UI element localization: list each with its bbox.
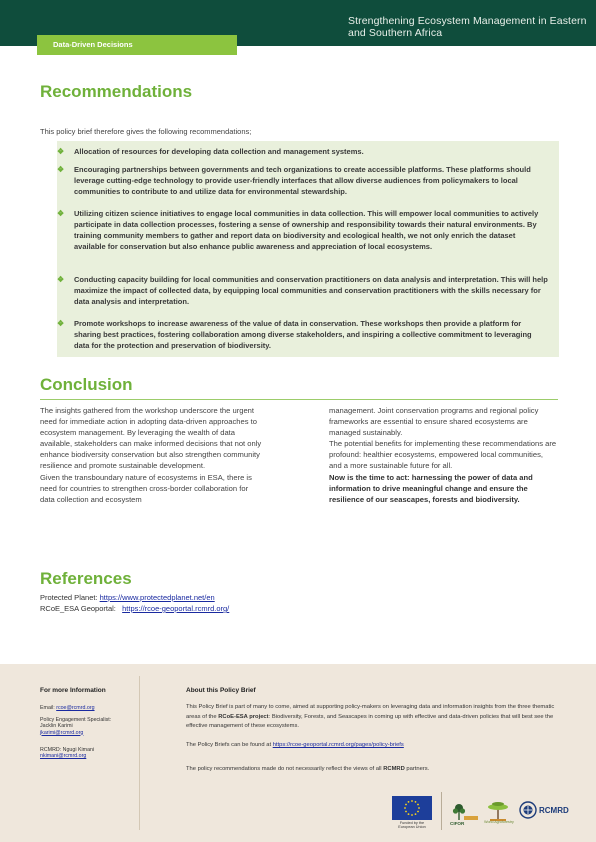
cifor-label: CIFOR	[450, 821, 465, 826]
eu-flag-icon	[392, 796, 432, 820]
conclusion-paragraph: The potential benefits for implementing these recommendations are profound: healthier ecosystems, empowered local communities, and a more sustainable future for all.	[329, 439, 557, 471]
rcmrd-contact-name: RCMRD: Ngugi Kimani	[40, 747, 95, 753]
reference-link[interactable]: https://www.protectedplanet.net/en	[99, 593, 215, 602]
project-name: RCoE-ESA project	[218, 713, 269, 720]
diamond-bullet-icon: ❖	[57, 147, 65, 156]
recommendation-text: Promote workshops to increase awareness of the value of data in conservation. These workshops then provide a platform for sharing best practices, fostering collaboration among diverse stakeholders, and inspiring a collective commitment to leveraging data for the protection and preservation of biodiversity.	[74, 319, 532, 350]
about-paragraph	[186, 703, 562, 732]
conclusion-heading: Conclusion	[40, 375, 133, 394]
policy-briefs-link[interactable]: https://rcoe-geoportal.rcmrd.org/pages/policy-briefs	[272, 742, 404, 748]
references-heading: References	[40, 569, 132, 588]
recommendations-box	[57, 141, 559, 357]
rcmrd-contact	[40, 747, 135, 760]
recommendation-text: Encouraging partnerships between governments and tech organizations to create accessible platforms. These platforms should leverage cutting-edge technology to provide user-friendly interfaces that allow diverse audiences from policymakers to local communities to contribute to and utilize data for environmental stewardship.	[74, 165, 531, 196]
conclusion-paragraph: Given the transboundary nature of ecosystems in ESA, there is need for countries to strengthen cross-border collaboration for data collection and ecosystem	[40, 472, 252, 504]
recommendation-text: Allocation of resources for developing data collection and management systems.	[74, 147, 364, 156]
recommendation-item	[57, 208, 548, 252]
conclusion-paragraph: The insights gathered from the workshop underscore the urgent need for immediate action in adopting data-driven approaches to ecosystem management. By leveraging the wealth of data available, stakeholders can make informed decisions that not only enhance biodiversity conservation but also strengthen community resilience and promote sustainable development.	[40, 406, 262, 471]
recommendation-item	[57, 164, 548, 197]
recommendation-item	[57, 146, 548, 157]
conclusion-paragraph: management. Joint conservation programs and regional policy frameworks are essential to ensure shared ecosystems are managed sustainably.	[329, 406, 539, 438]
about-text: This Policy Brief is part of many to come, aimed at supporting policy-makers on leveraging data and information insights from the three thematic areas of the	[186, 704, 555, 720]
reference-item	[40, 604, 229, 613]
diamond-bullet-icon: ❖	[57, 319, 65, 328]
eu-caption: Funded by the European Union	[398, 821, 426, 830]
recommendation-text: Utilizing citizen science initiatives to engage local communities in data collection. This will empower local communities to actively participate in data collection processes, fostering a sense of ownership and responsibility towards their natural environments. By training community members to gather and report data on biodiversity and ecological health, we not only enrich the dataset available for conservation but also enhance public awareness and appreciation of local ecosystems.	[74, 209, 539, 251]
world-agroforestry-label: World Agroforestry	[484, 820, 514, 824]
email-link[interactable]: rcoe@rcmrd.org	[56, 705, 95, 711]
diamond-bullet-icon: ❖	[57, 209, 65, 218]
recommendation-text: Conducting capacity building for local communities and conservation practitioners on data analysis and interpretation. This will help maximize the impact of collected data, by equipping local communities and conservation practitioners with the skills necessary for data analysis and interpretation.	[74, 275, 548, 306]
about-text: The policy recommendations made do not necessarily reflect the views of all	[186, 766, 384, 772]
reference-label: RCoE_ESA Geoportal:	[40, 604, 118, 613]
conclusion-call-to-action: Now is the time to act: harnessing the power of data and information to drive meaningful change and ensure the resilience of our seascapes, forests and biodiversity.	[329, 472, 533, 504]
more-info-title: For more Information	[40, 687, 106, 694]
recommendation-item	[57, 274, 548, 307]
specialist-contact	[40, 717, 135, 736]
reference-link[interactable]: https://rcoe-geoportal.rcmrd.org/	[122, 604, 230, 613]
specialist-email-link[interactable]: jkarimi@rcmrd.org	[40, 729, 84, 736]
reference-label: Protected Planet:	[40, 593, 100, 602]
recommendations-heading: Recommendations	[40, 82, 193, 101]
reference-item	[40, 593, 215, 602]
about-title: About this Policy Brief	[186, 687, 256, 694]
divider	[40, 399, 558, 400]
logos-divider	[441, 792, 442, 830]
about-paragraph	[186, 741, 562, 751]
recommendations-intro: This policy brief therefore gives the following recommendations;	[40, 127, 252, 136]
email-label: Email:	[40, 705, 57, 711]
rcmrd-label: RCMRD	[539, 806, 569, 815]
about-paragraph	[186, 765, 562, 775]
diamond-bullet-icon: ❖	[57, 165, 65, 174]
recommendation-item	[57, 318, 548, 351]
specialist-title: Policy Engagement Specialist:	[40, 717, 112, 723]
footer-divider	[139, 676, 140, 830]
about-text: partners.	[404, 766, 430, 772]
conclusion-left-column	[40, 405, 262, 505]
rcmrd-email-link[interactable]: nkimani@rcmrd.org	[40, 753, 87, 760]
about-text: The Policy Briefs can be found at	[186, 742, 273, 748]
specialist-name: Jacklin Karimi	[40, 723, 73, 730]
email-line	[40, 705, 95, 711]
about-text: : Biodiversity, Forests, and Seascapes in coming up with effective and data-driven policies that will best see the effective management of these ecosystems.	[186, 713, 554, 730]
header-title: Strengthening Ecosystem Management in Eastern and Southern Africa	[348, 15, 587, 39]
rcmrd-logo-icon	[519, 801, 537, 819]
eu-stars-icon	[392, 796, 432, 820]
conclusion-right-column	[329, 405, 557, 505]
rcmrd-name: RCMRD	[383, 766, 405, 772]
diamond-bullet-icon: ❖	[57, 275, 65, 284]
section-tag: Data-Driven Decisions	[37, 35, 237, 55]
